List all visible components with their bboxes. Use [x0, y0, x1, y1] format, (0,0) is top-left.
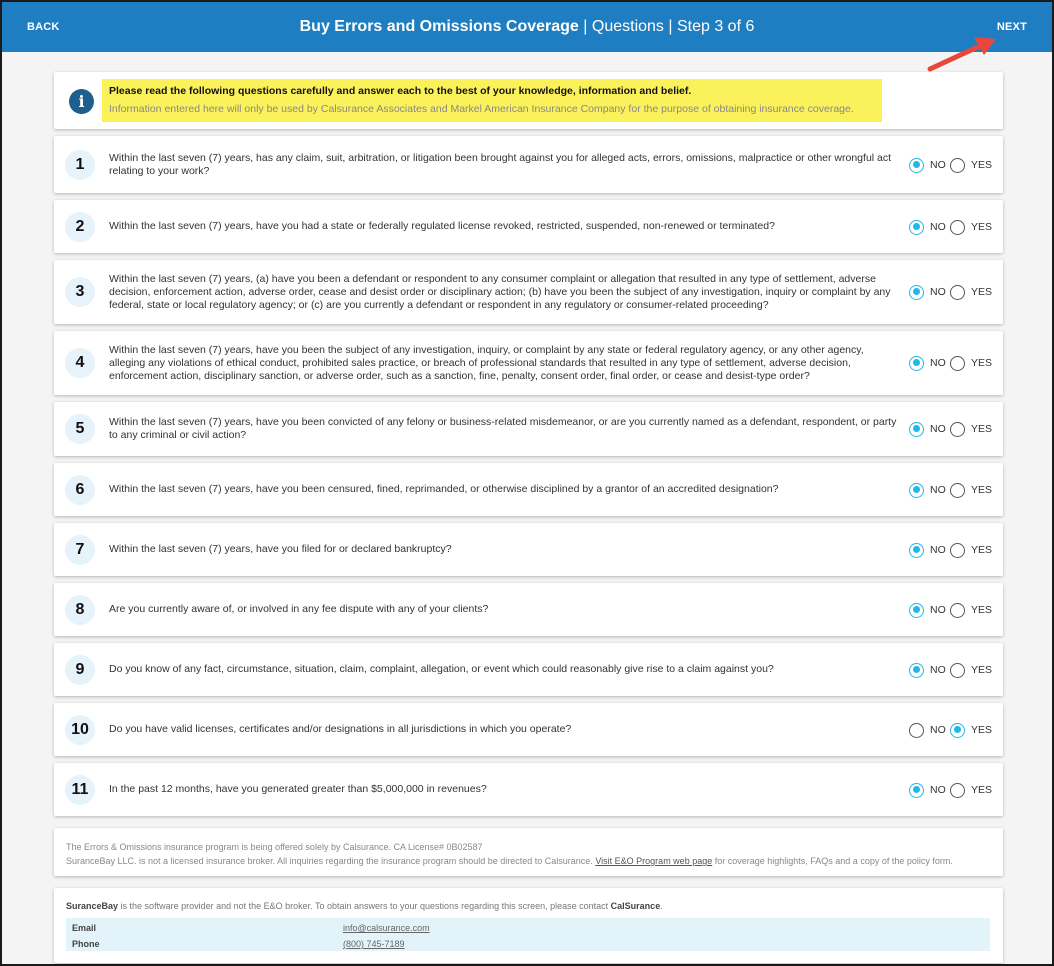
yes-label: YES — [971, 357, 993, 369]
top-bar — [2, 2, 1052, 52]
yes-radio[interactable] — [950, 158, 965, 173]
question-card — [54, 463, 1003, 516]
answer-options — [909, 542, 999, 558]
no-label: NO — [930, 159, 946, 171]
yes-label: YES — [971, 724, 993, 736]
contact-table — [66, 918, 990, 951]
answer-options — [909, 602, 999, 618]
no-radio[interactable] — [909, 422, 924, 437]
answer-options — [909, 355, 999, 371]
page-title — [2, 18, 1052, 36]
email-label: Email — [72, 923, 97, 933]
question-text: Within the last seven (7) years, (a) have you been a defendant or respondent to any consumer complaint or allegation that resulted in any type of settlement, adverse decision, enforcement action, adverse order, cease and desist order or disciplinary action; (b) have you been the subject of any investigation, inquiry or complaint by any federal, state or local regulatory agency; or (c) are you currently a defendant or respondent in any regulatory or consumer-related proceeding? — [109, 273, 891, 311]
no-label: NO — [930, 664, 946, 676]
no-label: NO — [930, 784, 946, 796]
yes-radio[interactable] — [950, 285, 965, 300]
eo-program-link[interactable]: Visit E&O Program web page — [595, 856, 713, 866]
question-number: 11 — [65, 775, 95, 805]
question-card — [54, 643, 1003, 696]
disclaimer-text-after: for coverage highlights, FAQs and a copy of the policy form. — [714, 856, 953, 866]
question-card — [54, 402, 1003, 456]
disclaimer-card — [54, 828, 1003, 876]
no-label: NO — [930, 484, 946, 496]
yes-label: YES — [971, 221, 993, 233]
no-label: NO — [930, 724, 946, 736]
no-label: NO — [930, 544, 946, 556]
answer-options — [909, 662, 999, 678]
arrow-pointer-icon — [926, 35, 1006, 75]
no-radio[interactable] — [909, 356, 924, 371]
answer-options — [909, 219, 999, 235]
yes-label: YES — [971, 286, 993, 298]
question-text: Are you currently aware of, or involved in any fee dispute with any of your clients? — [109, 603, 489, 615]
question-card — [54, 260, 1003, 324]
question-text: Within the last seven (7) years, have you had a state or federally regulated license revoked, restricted, suspended, non-renewed or terminated? — [109, 220, 775, 232]
question-text: Do you know of any fact, circumstance, situation, claim, complaint, allegation, or event which could reasonably give rise to a claim against you? — [109, 663, 774, 675]
no-radio[interactable] — [909, 285, 924, 300]
yes-radio[interactable] — [950, 663, 965, 678]
yes-radio[interactable] — [950, 356, 965, 371]
disclaimer-line2 — [66, 854, 991, 868]
no-radio[interactable] — [909, 783, 924, 798]
answer-options — [909, 284, 999, 300]
no-radio[interactable] — [909, 603, 924, 618]
question-card — [54, 763, 1003, 816]
yes-radio[interactable] — [950, 723, 965, 738]
question-card — [54, 136, 1003, 193]
no-label: NO — [930, 423, 946, 435]
question-card — [54, 583, 1003, 636]
question-number: 4 — [65, 348, 95, 378]
phone-link[interactable]: (800) 745-7189 — [343, 939, 405, 949]
info-icon: i — [69, 89, 94, 114]
question-text: Within the last seven (7) years, have you filed for or declared bankruptcy? — [109, 543, 452, 555]
no-label: NO — [930, 357, 946, 369]
answer-options — [909, 421, 999, 437]
email-link[interactable]: info@calsurance.com — [343, 923, 430, 933]
page-title-step: | Questions | Step 3 of 6 — [583, 18, 755, 35]
no-label: NO — [930, 221, 946, 233]
question-card — [54, 523, 1003, 576]
answer-options — [909, 482, 999, 498]
answer-options — [909, 157, 999, 173]
yes-radio[interactable] — [950, 483, 965, 498]
provider-brand: SuranceBay — [66, 901, 119, 911]
question-text: Within the last seven (7) years, have you been convicted of any felony or business-related misdemeanor, or are you currently named as a defendant, respondent, or party to any criminal or civil action? — [109, 416, 897, 441]
provider-card — [54, 888, 1003, 963]
question-card — [54, 331, 1003, 395]
question-number: 2 — [65, 212, 95, 242]
no-radio[interactable] — [909, 220, 924, 235]
yes-radio[interactable] — [950, 220, 965, 235]
question-number: 1 — [65, 150, 95, 180]
question-number: 5 — [65, 414, 95, 444]
back-button[interactable]: BACK — [27, 21, 60, 33]
provider-note: SuranceBay is the software provider and not the E&O broker. To obtain answers to your questions regarding this screen, please contact CalSurance. — [66, 901, 663, 911]
no-radio[interactable] — [909, 663, 924, 678]
question-number: 7 — [65, 535, 95, 565]
question-number: 8 — [65, 595, 95, 625]
yes-radio[interactable] — [950, 603, 965, 618]
answer-options — [909, 782, 999, 798]
no-radio[interactable] — [909, 723, 924, 738]
question-number: 10 — [65, 715, 95, 745]
next-button[interactable]: NEXT — [996, 21, 1027, 33]
page-title-main: Buy Errors and Omissions Coverage — [299, 18, 579, 35]
disclaimer-text: SuranceBay LLC. is not a licensed insurance broker. All inquiries regarding the insurance program should be directed to Calsurance. — [66, 856, 593, 866]
yes-label: YES — [971, 664, 993, 676]
question-list — [54, 136, 1003, 816]
yes-label: YES — [971, 423, 993, 435]
no-radio[interactable] — [909, 483, 924, 498]
question-text: Within the last seven (7) years, have you been censured, fined, reprimanded, or otherwise disciplined by a grantor of an accredited designation? — [109, 483, 779, 495]
info-heading: Please read the following questions carefully and answer each to the best of your knowledge, information and belief. — [109, 85, 692, 97]
info-card — [54, 72, 1003, 129]
provider-text: is the software provider and not the E&O broker. To obtain answers to your questions regarding this screen, please contact — [120, 901, 609, 911]
yes-label: YES — [971, 159, 993, 171]
yes-radio[interactable] — [950, 422, 965, 437]
yes-label: YES — [971, 484, 993, 496]
question-text: In the past 12 months, have you generated greater than $5,000,000 in revenues? — [109, 783, 487, 795]
provider-contact-name: CalSurance — [610, 901, 661, 911]
yes-label: YES — [971, 604, 993, 616]
info-note: Information entered here will only be used by Calsurance Associates and Markel American Insurance Company for the purpose of obtaining insurance coverage. — [109, 103, 854, 115]
no-label: NO — [930, 286, 946, 298]
info-highlight — [102, 79, 882, 122]
answer-options — [909, 722, 999, 738]
yes-radio[interactable] — [950, 783, 965, 798]
no-radio[interactable] — [909, 543, 924, 558]
disclaimer-line1: The Errors & Omissions insurance program is being offered solely by Calsurance. CA License# 0B02587 — [66, 842, 483, 852]
yes-label: YES — [971, 784, 993, 796]
main-content — [54, 72, 1003, 963]
question-number: 6 — [65, 475, 95, 505]
no-radio[interactable] — [909, 158, 924, 173]
yes-label: YES — [971, 544, 993, 556]
question-number: 3 — [65, 277, 95, 307]
question-text: Within the last seven (7) years, have you been the subject of any investigation, inquiry, or complaint by any state or federal regulatory agency, or any other agency, alleging any violations of ethical conduct, prohibited sales practice, or breach of professional standards that resulted in any type of settlement, adverse decision, enforcement action, disciplinary sanction, or adverse order, such as a sanction, fine, penalty, consent order, final order, or cease and desist-type order? — [109, 344, 864, 382]
question-text: Do you have valid licenses, certificates and/or designations in all jurisdictions in which you operate? — [109, 723, 572, 735]
phone-label: Phone — [72, 939, 100, 949]
no-label: NO — [930, 604, 946, 616]
question-card — [54, 703, 1003, 756]
question-text: Within the last seven (7) years, has any claim, suit, arbitration, or litigation been brought against you for alleged acts, errors, omissions, malpractice or other wrongful act relating to your work? — [109, 152, 892, 177]
question-card — [54, 200, 1003, 253]
yes-radio[interactable] — [950, 543, 965, 558]
question-number: 9 — [65, 655, 95, 685]
